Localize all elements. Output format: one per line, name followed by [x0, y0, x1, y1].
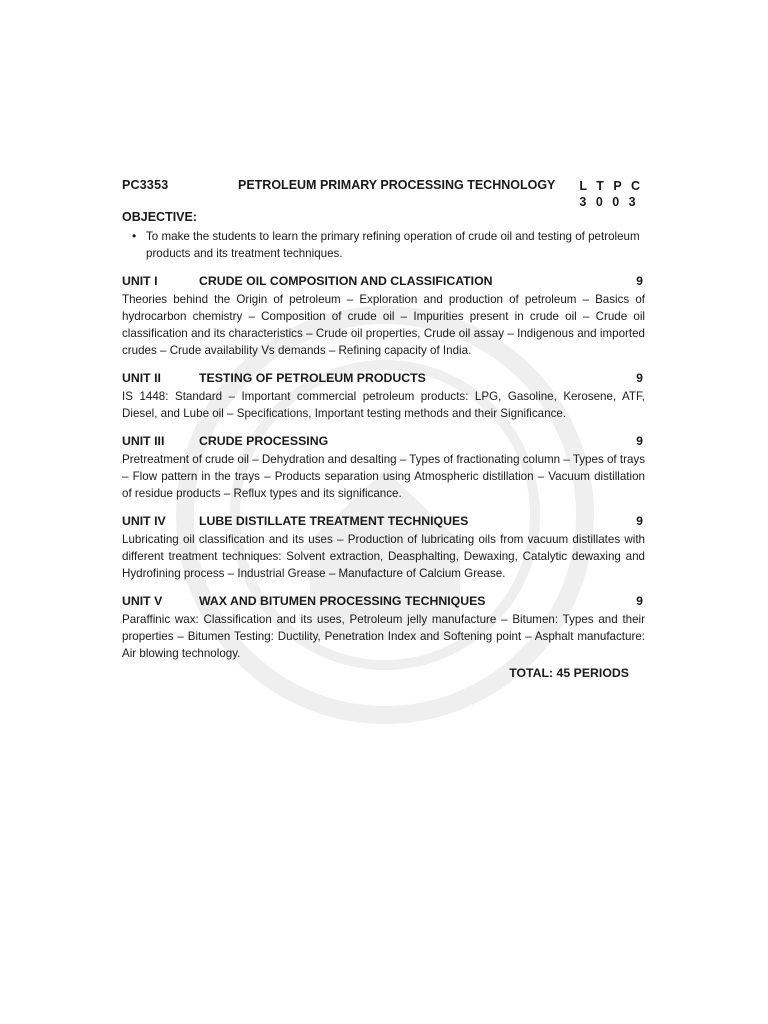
unit-hours: 9 — [636, 514, 643, 528]
objective-list — [122, 228, 645, 262]
unit-title: CRUDE OIL COMPOSITION AND CLASSIFICATION — [199, 274, 493, 288]
objective-text: To make the students to learn the primary refining operation of crude oil and testing of petroleum products and its treatment techniques. — [146, 230, 640, 260]
unit-5 — [122, 594, 645, 662]
unit-title: LUBE DISTILLATE TREATMENT TECHNIQUES — [199, 514, 469, 528]
unit-4 — [122, 514, 645, 582]
unit-label: UNIT IV — [122, 514, 166, 528]
unit-heading — [122, 594, 645, 611]
unit-body: Paraffinic wax: Classification and its uses, Petroleum jelly manufacture – Bitumen: Types and their properties – Bitumen Testing: Ductility, Penetration Index and Softening point – Asphalt manufacture: Air blowing technology. — [122, 613, 645, 660]
syllabus-page — [122, 176, 645, 680]
unit-1 — [122, 274, 645, 359]
unit-hours: 9 — [636, 434, 643, 448]
unit-heading — [122, 434, 645, 451]
unit-heading — [122, 274, 645, 291]
unit-label: UNIT I — [122, 274, 158, 288]
unit-hours: 9 — [636, 371, 643, 385]
unit-label: UNIT V — [122, 594, 163, 608]
ltpc-values: 3 0 0 3 — [579, 195, 639, 209]
unit-heading — [122, 371, 645, 388]
unit-2 — [122, 371, 645, 422]
unit-body: IS 1448: Standard – Important commercial petroleum products: LPG, Gasoline, Kerosene, ATF, Diesel, and Lube oil – Specifications, Important testing methods and their Significance. — [122, 390, 645, 420]
unit-hours: 9 — [636, 594, 643, 608]
course-code: PC3353 — [122, 178, 169, 192]
unit-hours: 9 — [636, 274, 643, 288]
objective-heading: OBJECTIVE: — [122, 210, 198, 224]
unit-label: UNIT II — [122, 371, 161, 385]
objective-item — [132, 228, 645, 262]
total-periods: TOTAL: 45 PERIODS — [509, 666, 629, 680]
unit-label: UNIT III — [122, 434, 165, 448]
ltpc-label: L T P C — [579, 179, 643, 193]
ltpc-block — [579, 178, 643, 210]
unit-body: Lubricating oil classification and its uses – Production of lubricating oils from vacuum distillates with different treatment techniques: Solvent extraction, Deasphalting, Dewaxing, Catalytic dewaxing and Hydrofining process – Industrial Grease – Manufacture of Calcium Grease. — [122, 533, 645, 580]
course-title: PETROLEUM PRIMARY PROCESSING TECHNOLOGY — [238, 178, 556, 192]
unit-body: Theories behind the Origin of petroleum – Exploration and production of petroleum – Basics of hydrocarbon chemistry – Composition of crude oil – Impurities present in crude oil – Crude oil classification and its characteristics – Crude oil properties, Crude oil assay – Indigenous and imported crudes – Crude availability Vs demands – Refining capacity of India. — [122, 293, 645, 357]
unit-title: TESTING OF PETROLEUM PRODUCTS — [199, 371, 426, 385]
bullet-icon: • — [132, 229, 137, 243]
unit-title: WAX AND BITUMEN PROCESSING TECHNIQUES — [199, 594, 486, 608]
unit-heading — [122, 514, 645, 531]
unit-body: Pretreatment of crude oil – Dehydration and desalting – Types of fractionating column – Types of trays – Flow pattern in the trays – Products separation using Atmospheric distillation – Vacuum distillation of residue products – Reflux types and its significance. — [122, 453, 645, 500]
unit-3 — [122, 434, 645, 502]
course-header — [122, 176, 645, 210]
unit-title: CRUDE PROCESSING — [199, 434, 329, 448]
